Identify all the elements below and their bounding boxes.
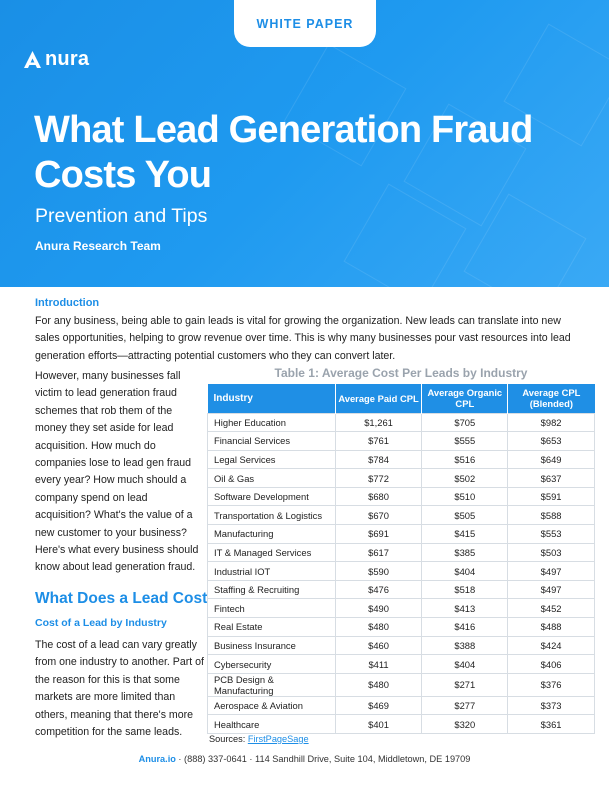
section-subheading: Cost of a Lead by Industry	[35, 617, 167, 629]
cell-organic-cpl: $388	[422, 636, 508, 655]
cell-blended-cpl: $503	[508, 543, 595, 562]
sources-link[interactable]: FirstPageSage	[247, 734, 309, 744]
cell-paid-cpl: $411	[335, 655, 422, 674]
table-header-row	[208, 384, 595, 413]
table-row	[208, 618, 595, 637]
footer-contact: · (888) 337-0641 · 114 Sandhill Drive, Suite 104, Middletown, DE 19709	[175, 754, 471, 764]
cell-organic-cpl: $516	[422, 450, 508, 469]
table-row	[208, 580, 595, 599]
cell-industry: Manufacturing	[208, 525, 336, 544]
cell-organic-cpl: $404	[422, 562, 508, 581]
cell-blended-cpl: $424	[508, 636, 595, 655]
cell-paid-cpl: $480	[335, 618, 422, 637]
cell-industry: Aerospace & Aviation	[208, 696, 336, 715]
cell-organic-cpl: $505	[422, 506, 508, 525]
table-row	[208, 543, 595, 562]
cell-organic-cpl: $277	[422, 696, 508, 715]
cell-industry: Financial Services	[208, 432, 336, 451]
table-row	[208, 450, 595, 469]
cell-industry: Industrial IOT	[208, 562, 336, 581]
cell-blended-cpl: $452	[508, 599, 595, 618]
cell-organic-cpl: $271	[422, 673, 508, 696]
table-row	[208, 562, 595, 581]
footer-brand-link[interactable]: Anura.io	[138, 754, 176, 764]
white-paper-tab	[234, 0, 376, 47]
section-heading: What Does a Lead Cost	[35, 590, 208, 607]
cell-industry: Fintech	[208, 599, 336, 618]
cell-blended-cpl: $637	[508, 469, 595, 488]
cell-paid-cpl: $617	[335, 543, 422, 562]
table-row	[208, 469, 595, 488]
header-blended-cpl: Average CPL (Blended)	[508, 384, 595, 413]
sources-line	[209, 734, 309, 744]
cell-organic-cpl: $415	[422, 525, 508, 544]
tab-label: WHITE PAPER	[256, 16, 354, 31]
cell-industry: Software Development	[208, 487, 336, 506]
cell-blended-cpl: $982	[508, 413, 595, 432]
cell-industry: IT & Managed Services	[208, 543, 336, 562]
header-organic-cpl: Average Organic CPL	[422, 384, 508, 413]
cell-blended-cpl: $488	[508, 618, 595, 637]
cell-organic-cpl: $555	[422, 432, 508, 451]
table-row	[208, 413, 595, 432]
cell-blended-cpl: $591	[508, 487, 595, 506]
cell-paid-cpl: $476	[335, 580, 422, 599]
cell-industry: PCB Design & Manufacturing	[208, 673, 336, 696]
cell-paid-cpl: $772	[335, 469, 422, 488]
cell-organic-cpl: $510	[422, 487, 508, 506]
table-row	[208, 432, 595, 451]
logo-wordmark: nura	[45, 48, 90, 70]
table-row	[208, 655, 595, 674]
cell-paid-cpl: $480	[335, 673, 422, 696]
title-line-2: Costs You	[34, 154, 212, 196]
cell-blended-cpl: $373	[508, 696, 595, 715]
title-line-1: What Lead Generation Fraud	[34, 109, 533, 151]
sources-label: Sources:	[209, 734, 246, 744]
cell-organic-cpl: $518	[422, 580, 508, 599]
cell-blended-cpl: $653	[508, 432, 595, 451]
cell-industry: Real Estate	[208, 618, 336, 637]
table-body	[208, 413, 595, 734]
anura-a-icon	[23, 50, 42, 70]
table-row	[208, 673, 595, 696]
table-row	[208, 636, 595, 655]
cell-paid-cpl: $490	[335, 599, 422, 618]
cell-organic-cpl: $385	[422, 543, 508, 562]
header-paid-cpl: Average Paid CPL	[335, 384, 422, 413]
table-title: Table 1: Average Cost Per Leads by Industry	[274, 366, 528, 380]
cell-industry: Business Insurance	[208, 636, 336, 655]
cell-paid-cpl: $1,261	[335, 413, 422, 432]
intro-heading: Introduction	[35, 297, 100, 309]
table-row	[208, 696, 595, 715]
intro-paragraph: For any business, being able to gain leads is vital for growing the organization. New leads can translate into new sales opportunities, helping to grow revenue over time. This is why many businesses pour vast resources into lead generation efforts—attracting potential customers who they can convert later.	[35, 315, 571, 362]
cell-paid-cpl: $590	[335, 562, 422, 581]
cell-industry: Higher Education	[208, 413, 336, 432]
body-paragraph-1: However, many businesses fall victim to lead generation fraud schemes that rob them of the money they set aside for lead acquisition. How much do companies lose to lead gen fraud every year? How much should a company spend on lead acquisition? What's the value of a new customer to your business?	[35, 370, 193, 539]
table-row	[208, 715, 595, 734]
cell-paid-cpl: $670	[335, 506, 422, 525]
cell-industry: Staffing & Recruiting	[208, 580, 336, 599]
table-row	[208, 506, 595, 525]
cell-paid-cpl: $401	[335, 715, 422, 734]
cell-organic-cpl: $416	[422, 618, 508, 637]
cell-blended-cpl: $497	[508, 580, 595, 599]
author-line: Anura Research Team	[35, 239, 161, 253]
table-row	[208, 599, 595, 618]
hero-banner	[0, 0, 609, 287]
table-row	[208, 525, 595, 544]
cell-industry: Transportation & Logistics	[208, 506, 336, 525]
cell-paid-cpl: $469	[335, 696, 422, 715]
cell-organic-cpl: $320	[422, 715, 508, 734]
page-footer	[0, 754, 609, 764]
cell-paid-cpl: $784	[335, 450, 422, 469]
header-industry: Industry	[208, 384, 336, 413]
page-title	[34, 108, 594, 198]
cell-industry: Oil & Gas	[208, 469, 336, 488]
cell-blended-cpl: $497	[508, 562, 595, 581]
cell-industry: Cybersecurity	[208, 655, 336, 674]
cell-blended-cpl: $376	[508, 673, 595, 696]
cell-paid-cpl: $680	[335, 487, 422, 506]
cpl-table	[207, 384, 595, 734]
cell-paid-cpl: $691	[335, 525, 422, 544]
cell-paid-cpl: $460	[335, 636, 422, 655]
cell-blended-cpl: $649	[508, 450, 595, 469]
cell-blended-cpl: $361	[508, 715, 595, 734]
cell-organic-cpl: $413	[422, 599, 508, 618]
cell-organic-cpl: $502	[422, 469, 508, 488]
table-row	[208, 487, 595, 506]
page-subtitle: Prevention and Tips	[35, 205, 208, 227]
cell-blended-cpl: $588	[508, 506, 595, 525]
cell-organic-cpl: $404	[422, 655, 508, 674]
cell-industry: Healthcare	[208, 715, 336, 734]
cell-paid-cpl: $761	[335, 432, 422, 451]
cell-blended-cpl: $553	[508, 525, 595, 544]
cell-industry: Legal Services	[208, 450, 336, 469]
cell-organic-cpl: $705	[422, 413, 508, 432]
cell-blended-cpl: $406	[508, 655, 595, 674]
body-paragraph-2: Here's what every business should know about lead generation fraud.	[35, 544, 199, 574]
body-paragraph-3: The cost of a lead can vary greatly from one industry to another. Part of the reason for this is that some markets are more limited than others, meaning that there's more competition for the same leads.	[35, 639, 205, 739]
anura-logo	[23, 48, 89, 71]
